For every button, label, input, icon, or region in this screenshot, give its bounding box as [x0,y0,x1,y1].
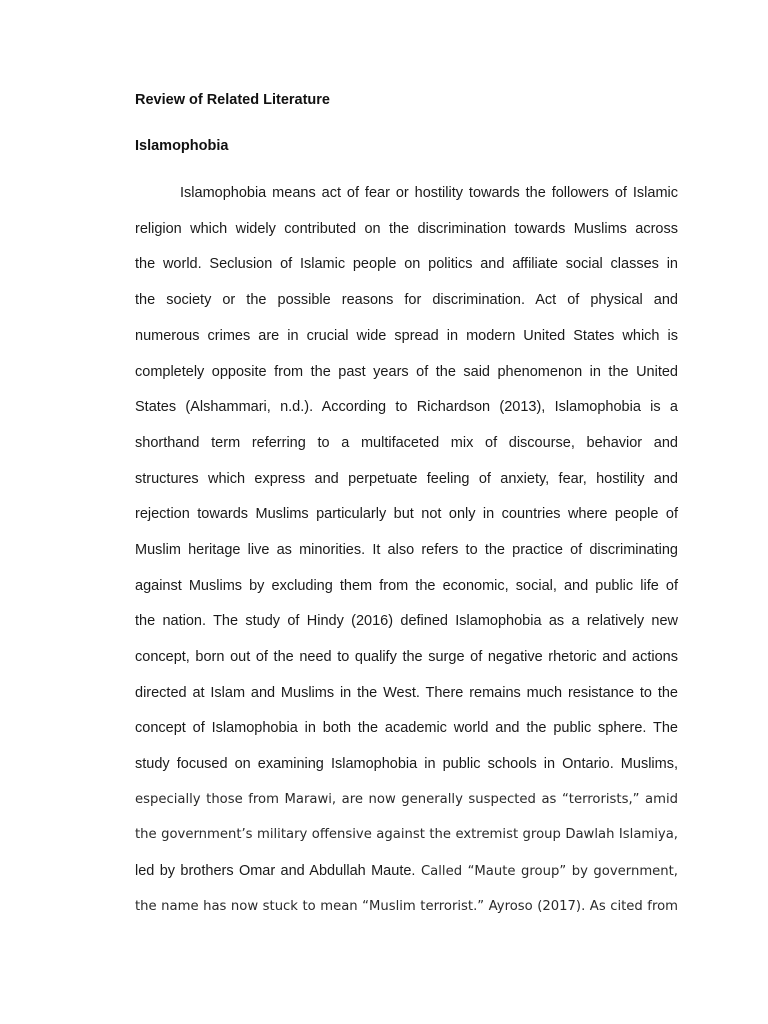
paragraph-line: Islamophobia means act of fear or hostility towards the followers of Islamic [180,185,678,201]
paragraph-line: concept of Islamophobia in both the academic world and the public sphere. The [135,720,678,736]
paragraph-line: the nation. The study of Hindy (2016) defined Islamophobia as a relatively new [135,613,678,629]
paragraph-line: completely opposite from the past years of the said phenomenon in the United [135,364,678,380]
paragraph-line: shorthand term referring to a multifaceted mix of discourse, behavior and [135,435,678,451]
line-segment: Called “Maute group” by government, [415,864,678,879]
paragraph-line: especially those from Marawi, are now generally suspected as “terrorists,” amid [135,792,678,807]
section-heading: Islamophobia [135,138,229,154]
paragraph-line: States (Alshammari, n.d.). According to Richardson (2013), Islamophobia is a [135,399,678,415]
paragraph-line: the name has now stuck to mean “Muslim terrorist.” Ayroso (2017). As cited from [135,899,678,914]
paragraph-line: numerous crimes are in crucial wide spread in modern United States which is [135,328,678,344]
paragraph-line: directed at Islam and Muslims in the West. There remains much resistance to the [135,685,678,701]
paragraph-line: the society or the possible reasons for discrimination. Act of physical and [135,292,678,308]
document-title: Review of Related Literature [135,92,330,108]
paragraph-line: structures which express and perpetuate feeling of anxiety, fear, hostility and [135,471,678,487]
paragraph-line: study focused on examining Islamophobia in public schools in Ontario. Muslims, [135,756,678,772]
paragraph-line: Muslim heritage live as minorities. It also refers to the practice of discriminating [135,542,678,558]
paragraph-line: against Muslims by excluding them from the economic, social, and public life of [135,578,678,594]
paragraph-line: the government’s military offensive against the extremist group Dawlah Islamiya, [135,827,678,842]
paragraph-line-mixed [135,862,678,881]
paragraph-line: religion which widely contributed on the discrimination towards Muslims across [135,221,678,237]
paragraph-line: the world. Seclusion of Islamic people on politics and affiliate social classes in [135,256,678,272]
paragraph-line: concept, born out of the need to qualify the surge of negative rhetoric and actions [135,649,678,665]
line-segment: led by brothers Omar and Abdullah Maute. [135,863,416,879]
paragraph-line: rejection towards Muslims particularly but not only in countries where people of [135,506,678,522]
